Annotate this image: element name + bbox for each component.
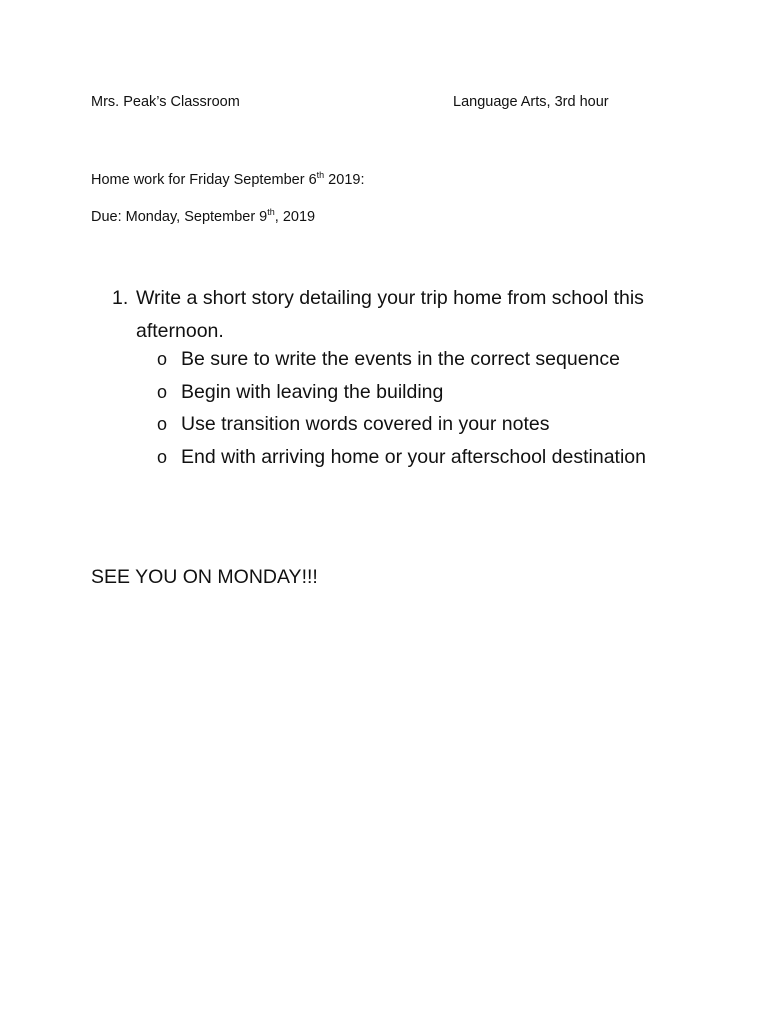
- homework-date-suffix-ordinal: th: [316, 170, 325, 181]
- task-number: 1.: [112, 287, 129, 309]
- bullet-text: End with arriving home or your afterschool destination: [181, 445, 646, 468]
- bullet-circle-icon: o: [157, 414, 168, 434]
- classroom-label: Mrs. Peak’s Classroom: [91, 94, 240, 110]
- bullet-item: [157, 408, 677, 441]
- due-date-suffix-ordinal: th: [267, 207, 275, 218]
- bullet-circle-icon: o: [157, 349, 168, 369]
- bullet-circle-icon: o: [157, 381, 168, 402]
- closing-message: SEE YOU ON MONDAY!!!: [91, 566, 318, 588]
- due-date-prefix: Due: Monday, September 9: [91, 209, 268, 225]
- due-date-year: , 2019: [274, 209, 316, 225]
- bullet-item: [157, 441, 677, 474]
- task-item: [112, 282, 672, 347]
- bullet-text: Use transition words covered in your notes: [181, 413, 550, 435]
- bullet-item: [157, 343, 677, 376]
- bullet-text: Begin with leaving the building: [181, 380, 444, 403]
- task-bullet-list: [157, 343, 677, 473]
- homework-date-prefix: Home work for Friday September 6: [91, 172, 317, 188]
- bullet-text: Be sure to write the events in the correct sequence: [181, 348, 620, 370]
- bullet-circle-icon: o: [157, 446, 168, 467]
- subject-label: Language Arts, 3rd hour: [453, 94, 609, 110]
- homework-date-line: [91, 172, 364, 188]
- task-text: Write a short story detailing your trip home from school this afternoon.: [136, 287, 644, 342]
- bullet-item: [157, 376, 677, 409]
- due-date-line: [91, 209, 315, 225]
- homework-date-year: 2019:: [324, 172, 365, 188]
